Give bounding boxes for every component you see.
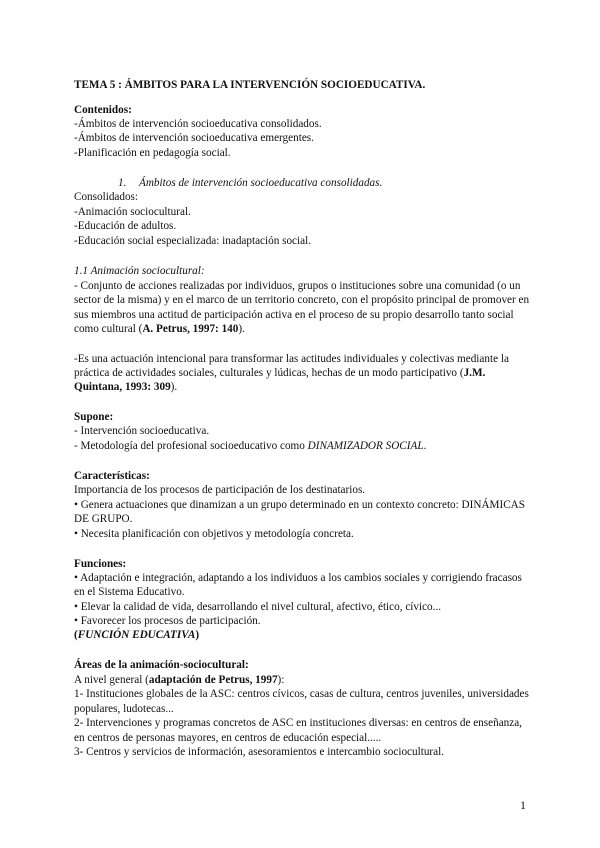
areas-lead — [74, 673, 284, 687]
supone-heading: Supone: — [74, 411, 114, 423]
caracteristicas-line: Importancia de los procesos de participación de los destinatarios. — [74, 484, 366, 496]
section-1-item: -Educación de adultos. — [74, 220, 177, 232]
caracteristicas-line: • Genera actuaciones que dinamizan a un grupo determinado en un contexto concreto: DINÁMICAS — [74, 499, 525, 511]
contenidos-item: -Ámbitos de intervención socioeducativa consolidados. — [74, 118, 322, 130]
supone-item — [74, 439, 426, 453]
page-number: 1 — [520, 798, 526, 812]
contenidos-item: -Ámbitos de intervención socioeducativa emergentes. — [74, 132, 314, 144]
document-title: TEMA 5 : ÁMBITOS PARA LA INTERVENCIÓN SOCIOEDUCATIVA. — [74, 79, 426, 91]
section-1-number: 1. — [118, 177, 127, 189]
definition-1-citation: A. Petrus, 1997: 140 — [142, 323, 239, 335]
section-1-item: -Animación sociocultural. — [74, 206, 191, 218]
areas-line: populares, ludotecas... — [74, 703, 174, 715]
supone-item-text: - Metodología del profesional socioeducativo como — [74, 440, 308, 452]
areas-line: 1- Instituciones globales de la ASC: centros cívicos, casas de cultura, centros juveniles, universidades — [74, 688, 529, 700]
tag-close: ) — [195, 629, 200, 641]
definition-2-last-line — [74, 380, 177, 394]
funcion-educativa-tag — [74, 628, 199, 642]
areas-lead-end: ): — [277, 674, 285, 686]
definition-1-text: como cultural ( — [74, 323, 143, 335]
tag-emphasis: FUNCIÓN EDUCATIVA — [77, 629, 196, 641]
definition-2-citation-b: Quintana, 1993: 309 — [74, 381, 171, 393]
definition-1-line: sector de la misma) y en el marco de un territorio concreto, con el propósito principal de promover en — [74, 294, 530, 306]
definition-2-line — [74, 366, 485, 380]
definition-1-end: ). — [238, 323, 245, 335]
section-1-lead: Consolidados: — [74, 191, 139, 203]
definition-2-line: -Es una actuación intencional para transformar las actitudes individuales y colectivas mediante la — [74, 353, 509, 365]
definition-2-text: práctica de actividades sociales, culturales y lúdicas, hechas de un modo participativo ( — [74, 367, 464, 379]
supone-item-emphasis: DINAMIZADOR SOCIAL — [307, 440, 424, 452]
definition-1-last-line — [74, 322, 245, 336]
subsection-1-1-heading: 1.1 Animación sociocultural: — [74, 265, 205, 277]
funciones-heading: Funciones: — [74, 558, 127, 570]
contenidos-heading: Contenidos: — [74, 104, 132, 116]
definition-2-end: ). — [170, 381, 178, 393]
funciones-line: • Adaptación e integración, adaptando a los individuos a los cambios sociales y corrigiendo fracasos — [74, 572, 522, 584]
areas-line: 3- Centros y servicios de información, asesoramientos e intercambio sociocultural. — [74, 746, 445, 758]
caracteristicas-heading: Características: — [74, 470, 150, 482]
funciones-line: • Favorecer los procesos de participación. — [74, 615, 261, 627]
tag-open: ( — [74, 629, 78, 641]
areas-lead-text: A nivel general ( — [74, 674, 149, 686]
areas-heading: Áreas de la animación-sociocultural: — [74, 659, 249, 671]
areas-line: 2- Intervenciones y programas concretos de ASC en instituciones diversas: en centros de enseñanza, — [74, 717, 522, 729]
definition-1-line: - Conjunto de acciones realizadas por individuos, grupos o instituciones sobre una comunidad (o un — [74, 280, 521, 292]
supone-item-end: . — [423, 440, 427, 452]
supone-item: - Intervención socioeducativa. — [74, 425, 210, 437]
section-1-item: -Educación social especializada: inadaptación social. — [74, 235, 312, 247]
definition-1-line: sus miembros una actitud de participación activa en el proceso de su propio desarrollo tanto social — [74, 309, 514, 321]
areas-lead-citation: adaptación de Petrus, 1997 — [148, 674, 278, 686]
caracteristicas-line: • Necesita planificación con objetivos y metodología concreta. — [74, 528, 354, 540]
section-1-heading: Ámbitos de intervención socioeducativa consolidadas. — [139, 177, 383, 189]
contenidos-item: -Planificación en pedagogía social. — [74, 147, 231, 159]
areas-line: en centros de personas mayores, en centros de educación especial..... — [74, 732, 382, 744]
funciones-line: en el Sistema Educativo. — [74, 586, 185, 598]
definition-2-citation-a: J.M. — [463, 367, 486, 379]
funciones-line: • Elevar la calidad de vida, desarrollando el nivel cultural, afectivo, ético, cívico... — [74, 601, 442, 613]
caracteristicas-line: DE GRUPO. — [74, 513, 133, 525]
